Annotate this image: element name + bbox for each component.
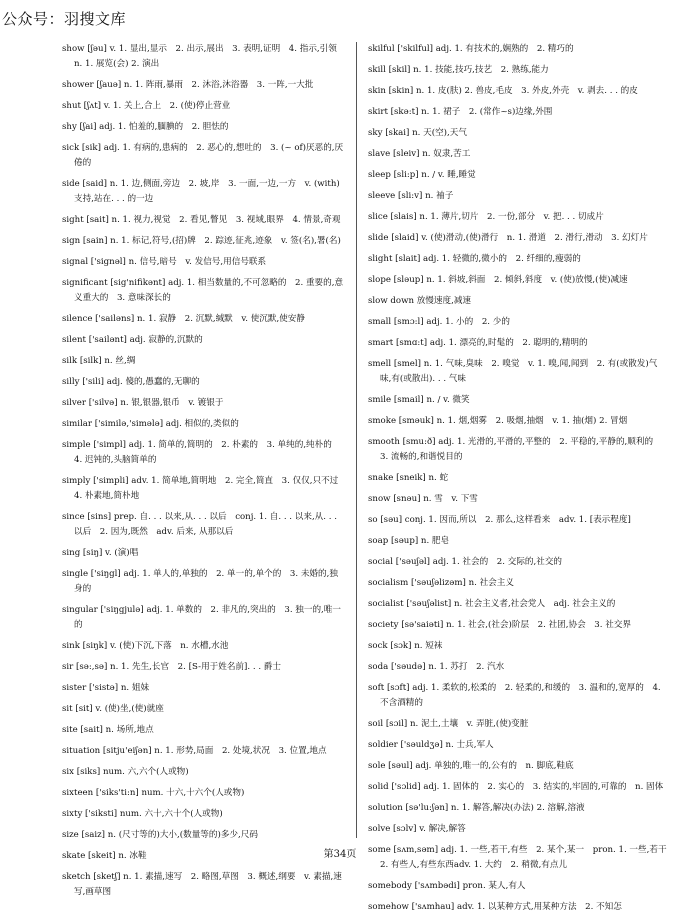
- dictionary-entry: simply ['simpli] adv. 1. 简单地,简明地 2. 完全,简直 3. 仅仅,只不过 4. 朴素地,简朴地: [62, 476, 347, 501]
- dictionary-entry: soap [səup] n. 肥皂: [368, 536, 450, 546]
- dictionary-entry: shut [ʃʌt] v. 1. 关上,合上 2. (使)停止营业: [62, 101, 231, 111]
- column-divider: [356, 42, 357, 838]
- dictionary-entry: smile [smail] n. / v. 微笑: [368, 395, 470, 405]
- dictionary-entry: smoke [sməuk] n. 1. 烟,烟雾 2. 吸烟,抽烟 v. 1. 抽(烟) 2. 冒烟: [368, 416, 628, 426]
- dictionary-entry: silence ['sailəns] n. 1. 寂静 2. 沉默,缄默 v. 使沉默,使安静: [62, 314, 305, 324]
- dictionary-entry: small [smɔ:l] adj. 1. 小的 2. 少的: [368, 317, 510, 327]
- dictionary-entry: skill [skil] n. 1. 技能,技巧,技艺 2. 熟练,能力: [368, 65, 549, 75]
- dictionary-entry: skin [skin] n. 1. 皮(肤) 2. 兽皮,毛皮 3. 外皮,外壳 v. 剥去. . . 的皮: [368, 86, 638, 96]
- dictionary-entry: soft [sɔft] adj. 1. 柔软的,松柔的 2. 轻柔的,和缓的 3. 温和的,宽厚的 4. 不含酒精的: [368, 683, 661, 708]
- dictionary-entry: shower [ʃauə] n. 1. 阵雨,暴雨 2. 沐浴,沐浴器 3. 一阵,一大批: [62, 80, 314, 90]
- dictionary-entry: simple ['simpl] adj. 1. 简单的,简明的 2. 朴素的 3. 单纯的,纯朴的 4. 迟钝的,头脑简单的: [62, 440, 341, 465]
- dictionary-entry: slow down 放慢速度,减速: [368, 296, 472, 306]
- dictionary-entry: site [sait] n. 场所,地点: [62, 725, 154, 735]
- dictionary-entry: society [sə'saiəti] n. 1. 社会,(社会)阶层 2. 社团,协会 3. 社交界: [368, 620, 632, 630]
- dictionary-entry: snow [snəu] n. 雪 v. 下雪: [368, 494, 478, 504]
- dictionary-entry: slice [slais] n. 1. 薄片,切片 2. 一份,部分 v. 把. . . 切成片: [368, 212, 604, 222]
- dictionary-entry: sir [sə:,sə] n. 1. 先生,长官 2. [S-用于姓名前]. . . 爵士: [62, 662, 281, 672]
- dictionary-entry: slope [sləup] n. 1. 斜坡,斜面 2. 倾斜,斜度 v. (使)放慢,(使)减速: [368, 275, 628, 285]
- dictionary-entry: shy [ʃai] adj. 1. 怕羞的,腼腆的 2. 胆怯的: [62, 122, 229, 132]
- dictionary-entry: sketch [sketʃ] n. 1. 素描,速写 2. 略图,草图 3. 概述,纲要 v. 素描,速写,画草图: [62, 872, 342, 897]
- dictionary-entry: size [saiz] n. (尺寸等的)大小,(数量等的)多少,尺码: [62, 830, 258, 840]
- dictionary-entry: socialist ['səuʃəlist] n. 社会主义者,社会党人 adj. 社会主义的: [368, 599, 616, 609]
- dictionary-entry: show [ʃəu] v. 1. 显出,显示 2. 出示,展出 3. 表明,证明 4. 指示,引领 n. 1. 展览(会) 2. 演出: [62, 44, 346, 69]
- dictionary-entry: sock [sɔk] n. 短袜: [368, 641, 443, 651]
- dictionary-entry: silent ['sailənt] adj. 寂静的,沉默的: [62, 335, 203, 345]
- dictionary-entry: skirt [skə:t] n. 1. 裙子 2. (常作~s)边缘,外围: [368, 107, 553, 117]
- dictionary-entry: silver ['silvə] n. 银,银器,银币 v. 镀银于: [62, 398, 224, 408]
- dictionary-entry: social ['səuʃəl] adj. 1. 社会的 2. 交际的,社交的: [368, 557, 563, 567]
- dictionary-entry: sing [siŋ] v. (演)唱: [62, 548, 139, 558]
- dictionary-entry: significant [sig'nifikənt] adj. 1. 相当数量的,不可忽略的 2. 重要的,意义重大的 3. 意味深长的: [62, 278, 344, 303]
- dictionary-entry: skilful ['skilful] adj. 1. 有技术的,娴熟的 2. 精巧的: [368, 44, 574, 54]
- dictionary-entry: since [sins] prep. 自. . . 以来,从. . . 以后 conj. 1. 自. . . 以来,从. . . 以后 2. 因为,既然 adv. 后来, 从那以后: [62, 512, 337, 537]
- dictionary-entry: six [siks] num. 六,六个(人或物): [62, 767, 189, 777]
- page-header-title: 公众号：羽搜文库: [2, 10, 127, 28]
- dictionary-entry: situation [sitju'eiʃən] n. 1. 形势,局面 2. 处境,状况 3. 位置,地点: [62, 746, 327, 756]
- dictionary-entry: slave [sleiv] n. 奴隶,苦工: [368, 149, 471, 159]
- dictionary-entry: sign [sain] n. 1. 标记,符号,(招)牌 2. 踪迹,征兆,迹象 v. 签(名),署(名): [62, 236, 341, 246]
- dictionary-entry: sky [skai] n. 天(空),天气: [368, 128, 467, 138]
- dictionary-entry: smooth [smu:ð] adj. 1. 光滑的,平滑的,平整的 2. 平稳的,平静的,顺利的 3. 流畅的,和谐悦目的: [368, 437, 662, 462]
- dictionary-entry: slight [slait] adj. 1. 轻微的,微小的 2. 纤细的,瘦弱的: [368, 254, 581, 264]
- dictionary-entry: slide [slaid] v. (使)滑动,(使)滑行 n. 1. 滑道 2. 滑行,滑动 3. 幻灯片: [368, 233, 648, 243]
- dictionary-entry: sight [sait] n. 1. 视力,视觉 2. 看见,瞥见 3. 视域,眼界 4. 情景,奇观: [62, 215, 341, 225]
- dictionary-entry: somehow ['sʌmhau] adv. 1. 以某种方式,用某种方法 2. 不知怎: [368, 902, 622, 912]
- dictionary-entry: sick [sik] adj. 1. 有病的,患病的 2. 恶心的,想吐的 3. (~ of)厌恶的,厌倦的: [62, 143, 344, 168]
- dictionary-entry: singular ['siŋgjulə] adj. 1. 单数的 2. 非凡的,突出的 3. 独一的,唯一的: [62, 605, 341, 630]
- dictionary-entry: soldier ['səuldʒə] n. 士兵,军人: [368, 740, 494, 750]
- dictionary-entry: sister ['sistə] n. 姐妹: [62, 683, 150, 693]
- dictionary-entry: sit [sit] v. (使)坐,(使)就座: [62, 704, 164, 714]
- dictionary-entry: sink [siŋk] v. (使)下沉,下落 n. 水槽,水池: [62, 641, 229, 651]
- dictionary-entry: sleep [sli:p] n. / v. 睡,睡觉: [368, 170, 476, 180]
- dictionary-entry: sole [səul] adj. 单独的,唯一的,公有的 n. 脚底,鞋底: [368, 761, 574, 771]
- dictionary-entry: snake [sneik] n. 蛇: [368, 473, 449, 483]
- dictionary-entry: soil [sɔil] n. 泥土,土壤 v. 弄脏,(使)变脏: [368, 719, 529, 729]
- dictionary-entry: sleeve [sli:v] n. 袖子: [368, 191, 454, 201]
- dictionary-entry: sixteen ['siks'ti:n] num. 十六,十六个(人或物): [62, 788, 245, 798]
- dictionary-entry: so [səu] conj. 1. 因而,所以 2. 那么,这样看来 adv. 1. [表示程度]: [368, 515, 631, 525]
- dictionary-entry: skate [skeit] n. 冰鞋: [62, 851, 147, 861]
- dictionary-entry: some [sʌm,səm] adj. 1. 一些,若干,有些 2. 某个,某一 pron. 1. 一些,若干 2. 有些人,有些东西adv. 1. 大约 2. 稍微,有点儿: [368, 845, 676, 870]
- right-column: [368, 42, 676, 921]
- dictionary-entry: smell [smel] n. 1. 气味,臭味 2. 嗅觉 v. 1. 嗅,闻,闻到 2. 有(或散发)气味,有(或散出). . . 气味: [368, 359, 658, 384]
- dictionary-entry: soda ['səudə] n. 1. 苏打 2. 汽水: [368, 662, 505, 672]
- dictionary-entry: sixty ['siksti] num. 六十,六十个(人或物): [62, 809, 223, 819]
- dictionary-entry: solution [sə'lu:ʃən] n. 1. 解答,解决(办法) 2. 溶解,溶液: [368, 803, 585, 813]
- dictionary-entry: side [said] n. 1. 边,侧面,旁边 2. 坡,岸 3. 一面,一边,一方 v. (with)支持,站在. . . 的一边: [62, 179, 340, 204]
- left-column: [62, 42, 347, 906]
- dictionary-entry: signal ['signəl] n. 信号,暗号 v. 发信号,用信号联系: [62, 257, 267, 267]
- dictionary-entry: silk [silk] n. 丝,绸: [62, 356, 136, 366]
- dictionary-entry: solid ['sɔlid] adj. 1. 固体的 2. 实心的 3. 结实的,牢固的,可靠的 n. 固体: [368, 782, 664, 792]
- dictionary-entry: smart [smɑ:t] adj. 1. 漂亮的,时髦的 2. 聪明的,精明的: [368, 338, 588, 348]
- page-number: 第34页: [323, 849, 357, 860]
- dictionary-entry: socialism ['səuʃəlizəm] n. 社会主义: [368, 578, 514, 588]
- dictionary-entry: silly ['sili] adj. 傻的,愚蠢的,无聊的: [62, 377, 200, 387]
- dictionary-entry: similar ['similə,'simələ] adj. 相似的,类似的: [62, 419, 239, 429]
- dictionary-entry: single ['siŋgl] adj. 1. 单人的,单独的 2. 单一的,单个的 3. 未婚的,独身的: [62, 569, 338, 594]
- dictionary-entry: solve [sɔlv] v. 解决,解答: [368, 824, 466, 834]
- dictionary-entry: somebody ['sʌmbədi] pron. 某人,有人: [368, 881, 526, 891]
